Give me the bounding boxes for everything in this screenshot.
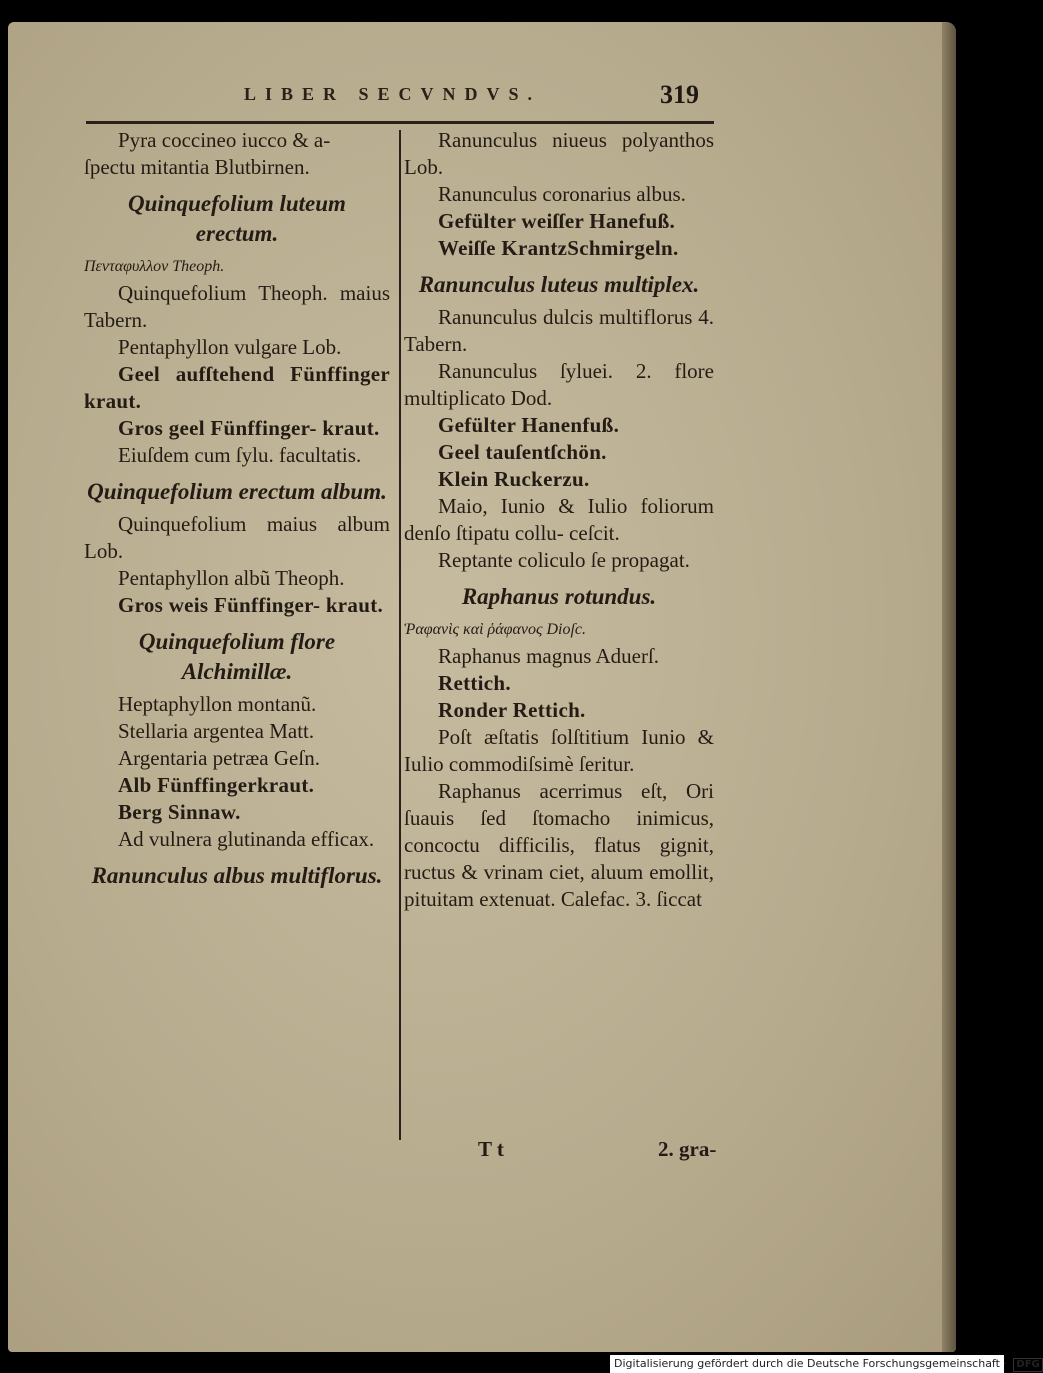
text-paragraph: Raphanus acerrimus eſt, Ori ſuauis ſed ſtomacho inimicus, concoctu difficilis, flatus gignit, ructus & vrinam ciet, aluum emollit, pituitam extenuat. Calefac. 3. ſiccat [404,779,714,911]
text-paragraph: Pyra coccineo iucco & a- [118,128,331,152]
entry-heading: Quinquefolium luteum erectum. [128,191,346,246]
text-paragraph: Maio, Iunio & Iulio foliorum denſo ſtipatu collu- ceſcit. [404,494,714,545]
running-head: LIBER SECVNDVS. [244,84,542,104]
entry-heading: Quinquefolium erectum album. [87,479,387,504]
vernacular-name: Weiſſe KrantzSchmirgeln. [438,236,679,260]
vernacular-name: Gros weis Fünffinger- kraut. [118,593,384,617]
vernacular-name: Rettich. [438,671,511,695]
book-page [8,22,956,1352]
vernacular-name: Klein Ruckerzu. [438,467,590,491]
vernacular-name: Alb Fünffingerkraut. [118,773,315,797]
entry-heading: Ranunculus luteus multiplex. [418,272,700,297]
header-rule [86,121,714,124]
text-paragraph: ſpectu mitantia Blutbirnen. [84,155,310,179]
catchword: 2. gra- [658,1137,717,1161]
text-paragraph: Ad vulnera glutinanda efficax. [118,827,375,851]
vernacular-name: Geel aufſtehend Fünffinger kraut. [84,362,390,413]
right-column [404,127,714,913]
text-paragraph: Quinquefolium maius album Lob. [84,512,390,563]
column-divider [399,130,401,1140]
text-paragraph: Ranunculus ſyluei. 2. flore multiplicato Dod. [404,359,714,410]
vernacular-name: Berg Sinnaw. [118,800,241,824]
text-paragraph: Eiuſdem cum ſylu. facultatis. [118,443,362,467]
vernacular-name: Geel tauſentſchön. [438,440,607,464]
entry-heading: Ranunculus albus multiflorus. [91,863,383,888]
text-paragraph: Ranunculus niueus polyanthos Lob. [404,128,714,179]
entry-heading: Raphanus rotundus. [461,584,657,609]
text-paragraph: Ranunculus dulcis multiflorus 4. Tabern. [404,305,714,356]
vernacular-name: Ronder Rettich. [438,698,586,722]
signature-mark: T t [478,1137,504,1161]
text-paragraph: Ranunculus coronarius albus. [438,182,686,206]
text-paragraph: Heptaphyllon montanũ. [118,692,317,716]
text-paragraph: Raphanus magnus Aduerſ. [438,644,660,668]
page-edge-shadow [942,22,956,1352]
credit-text: Digitalisierung gefördert durch die Deutsche Forschungsgemeinschaft · [614,1357,1007,1370]
text-paragraph: Pentaphyllon vulgare Lob. [118,335,342,359]
text-paragraph: Poſt æſtatis ſolſtitium Iunio & Iulio commodiſsimè ſeritur. [404,725,714,776]
dfg-logo: DFG [1013,1358,1042,1372]
page-number: 319 [660,80,699,109]
vernacular-name: Gros geel Fünffinger- kraut. [118,416,380,440]
digitization-credit [610,1355,1040,1373]
greek-name: Ῥαφανὶς καὶ ῥάφανος Dioſc. [404,621,587,638]
left-column [84,127,390,895]
text-paragraph: Stellaria argentea Matt. [118,719,315,743]
text-paragraph: Quinquefolium Theoph. maius Tabern. [84,281,390,332]
vernacular-name: Gefülter weiſſer Hanefuß. [438,209,676,233]
greek-name: Πενταφυλλον Theoph. [84,258,225,275]
vernacular-name: Gefülter Hanenfuß. [438,413,620,437]
entry-heading: Quinquefolium flore Alchimillæ. [138,629,336,684]
text-paragraph: Argentaria petræa Geſn. [118,746,320,770]
text-paragraph: Pentaphyllon albũ Theoph. [118,566,345,590]
text-paragraph: Reptante coliculo ſe propagat. [438,548,690,572]
